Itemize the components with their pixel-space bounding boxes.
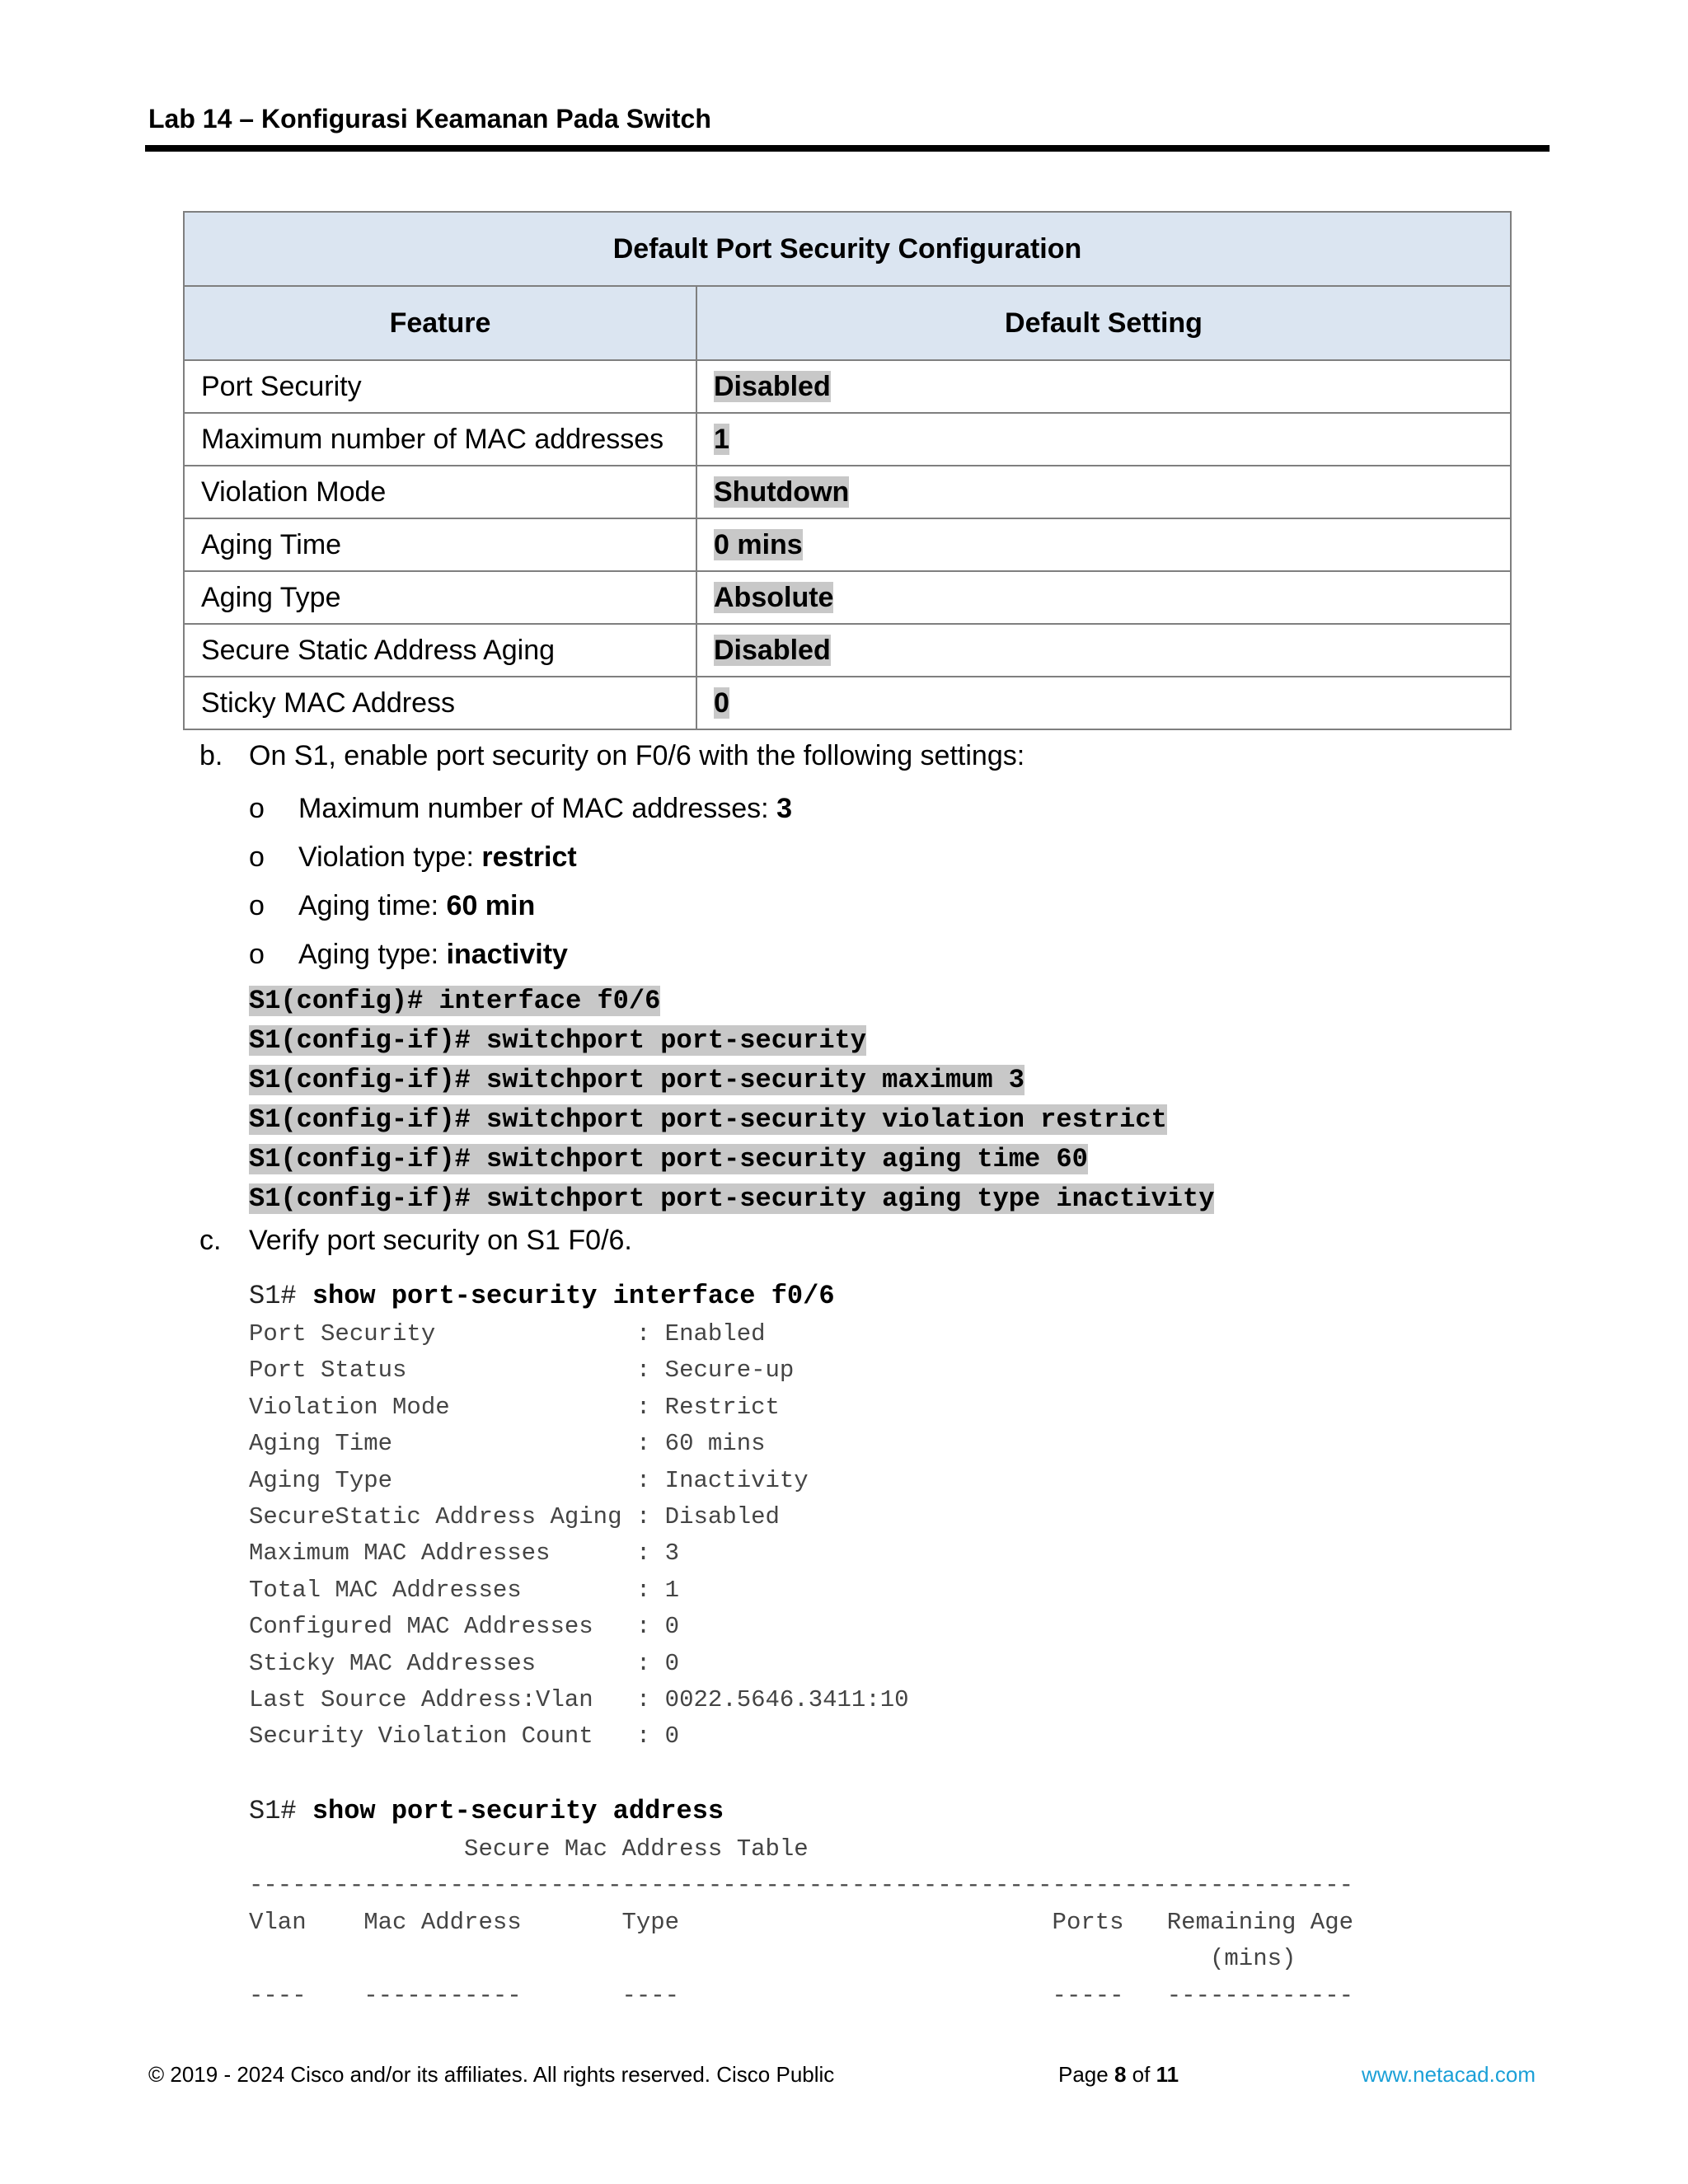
setting-cell xyxy=(696,360,1511,413)
setting-value: Disabled xyxy=(714,370,831,402)
setting-value: 0 xyxy=(714,687,729,719)
step-c-text: Verify port security on S1 F0/6. xyxy=(249,1225,632,1256)
feature-cell: Maximum number of MAC addresses xyxy=(184,413,696,466)
setting-value: Shutdown xyxy=(714,476,850,508)
feature-cell: Aging Type xyxy=(184,571,696,624)
table-row xyxy=(184,624,1511,677)
bullet-value: 60 min xyxy=(446,890,536,921)
verification-output xyxy=(249,1281,1353,2018)
prompt: S1# xyxy=(249,1281,312,1311)
header-divider xyxy=(145,145,1550,152)
default-config-table xyxy=(183,211,1512,730)
output-line: Aging Type : Inactivity xyxy=(249,1466,809,1494)
setting-cell xyxy=(696,413,1511,466)
output-line: Security Violation Count : 0 xyxy=(249,1722,680,1750)
command-line xyxy=(249,986,1214,1025)
table-row xyxy=(184,677,1511,729)
setting-value: 0 mins xyxy=(714,528,803,560)
command-line xyxy=(249,1104,1214,1144)
footer-copyright: © 2019 - 2024 Cisco and/or its affiliates. All rights reserved. Cisco Public xyxy=(148,2062,835,2087)
blank-line xyxy=(249,1760,1353,1796)
output-line: Last Source Address:Vlan : 0022.5646.3411:10 xyxy=(249,1685,909,1713)
list-item xyxy=(249,793,792,841)
bullet-marker: o xyxy=(249,890,265,921)
setting-value: Absolute xyxy=(714,581,834,613)
output-line: Configured MAC Addresses : 0 xyxy=(249,1613,680,1641)
output-line: SecureStatic Address Aging : Disabled xyxy=(249,1502,780,1530)
output-line: Total MAC Addresses : 1 xyxy=(249,1576,680,1604)
command-line xyxy=(249,1183,1214,1223)
footer-website-link[interactable]: www.netacad.com xyxy=(1362,2062,1536,2087)
setting-value: 1 xyxy=(714,423,729,455)
command-text: S1(config)# interface f0/6 xyxy=(249,986,661,1016)
step-b-letter: b. xyxy=(199,740,223,771)
table-row xyxy=(184,360,1511,413)
setting-cell xyxy=(696,571,1511,624)
bullet-value: inactivity xyxy=(446,939,568,970)
bullet-label: Aging type: xyxy=(298,939,447,970)
output-line: Port Status : Secure-up xyxy=(249,1357,795,1385)
feature-cell: Violation Mode xyxy=(184,466,696,518)
prompt: S1# xyxy=(249,1796,312,1827)
step-c xyxy=(199,1225,632,1257)
column-header-feature: Feature xyxy=(184,286,696,360)
output-line: Port Security : Enabled xyxy=(249,1320,766,1347)
feature-cell: Secure Static Address Aging xyxy=(184,624,696,677)
bullet-value: restrict xyxy=(481,841,577,873)
settings-list xyxy=(249,793,792,987)
command-line xyxy=(249,1025,1214,1065)
output-line: Sticky MAC Addresses : 0 xyxy=(249,1649,680,1677)
bullet-label: Maximum number of MAC addresses: xyxy=(298,793,777,824)
feature-cell: Sticky MAC Address xyxy=(184,677,696,729)
footer-page-number xyxy=(1058,2062,1179,2088)
page-header-title: Lab 14 – Konfigurasi Keamanan Pada Switch xyxy=(148,104,711,134)
output-line: (mins) xyxy=(249,1945,1296,1973)
feature-cell: Port Security xyxy=(184,360,696,413)
step-b xyxy=(199,740,1025,772)
table-caption: Default Port Security Configuration xyxy=(184,212,1511,286)
step-b-text: On S1, enable port security on F0/6 with the following settings: xyxy=(249,740,1025,771)
output-line: Violation Mode : Restrict xyxy=(249,1393,780,1421)
command-line xyxy=(249,1065,1214,1104)
output-line: Maximum MAC Addresses : 3 xyxy=(249,1540,680,1568)
table-row xyxy=(184,466,1511,518)
setting-cell xyxy=(696,624,1511,677)
output-line: ---- ----------- ---- ----- ------------- xyxy=(249,1981,1354,2009)
column-header-setting: Default Setting xyxy=(696,286,1511,360)
bullet-marker: o xyxy=(249,939,265,970)
command-text: S1(config-if)# switchport port-security aging time 60 xyxy=(249,1144,1088,1174)
command-text: show port-security address xyxy=(312,1796,724,1827)
list-item xyxy=(249,939,792,987)
command-text: show port-security interface f0/6 xyxy=(312,1281,835,1311)
setting-cell xyxy=(696,466,1511,518)
page-current: 8 xyxy=(1114,2062,1127,2087)
output-line: Vlan Mac Address Type Ports Remaining Age xyxy=(249,1908,1354,1936)
bullet-label: Violation type: xyxy=(298,841,482,873)
output-line: ----------------------------------------------------------------------------- xyxy=(249,1872,1354,1900)
list-item xyxy=(249,890,792,939)
command-text: S1(config-if)# switchport port-security aging type inactivity xyxy=(249,1183,1215,1214)
step-c-letter: c. xyxy=(199,1225,222,1256)
page-total: 11 xyxy=(1156,2062,1179,2087)
bullet-marker: o xyxy=(249,793,265,824)
output-line: Aging Time : 60 mins xyxy=(249,1430,766,1458)
table-row xyxy=(184,571,1511,624)
bullet-label: Aging time: xyxy=(298,890,447,921)
page-of: of xyxy=(1126,2062,1156,2087)
page-prefix: Page xyxy=(1058,2062,1114,2087)
command-text: S1(config-if)# switchport port-security violation restrict xyxy=(249,1104,1167,1135)
setting-value: Disabled xyxy=(714,634,831,666)
bullet-value: 3 xyxy=(776,793,792,824)
command-text: S1(config-if)# switchport port-security xyxy=(249,1025,866,1056)
output-line: Secure Mac Address Table xyxy=(249,1835,809,1863)
list-item xyxy=(249,841,792,890)
bullet-marker: o xyxy=(249,841,265,873)
command-text: S1(config-if)# switchport port-security maximum 3 xyxy=(249,1065,1025,1095)
config-commands xyxy=(249,986,1214,1223)
setting-cell xyxy=(696,677,1511,729)
command-prompt xyxy=(249,1281,1353,1320)
command-line xyxy=(249,1144,1214,1183)
table-row xyxy=(184,518,1511,571)
table-row xyxy=(184,413,1511,466)
feature-cell: Aging Time xyxy=(184,518,696,571)
command-prompt xyxy=(249,1796,1353,1835)
setting-cell xyxy=(696,518,1511,571)
